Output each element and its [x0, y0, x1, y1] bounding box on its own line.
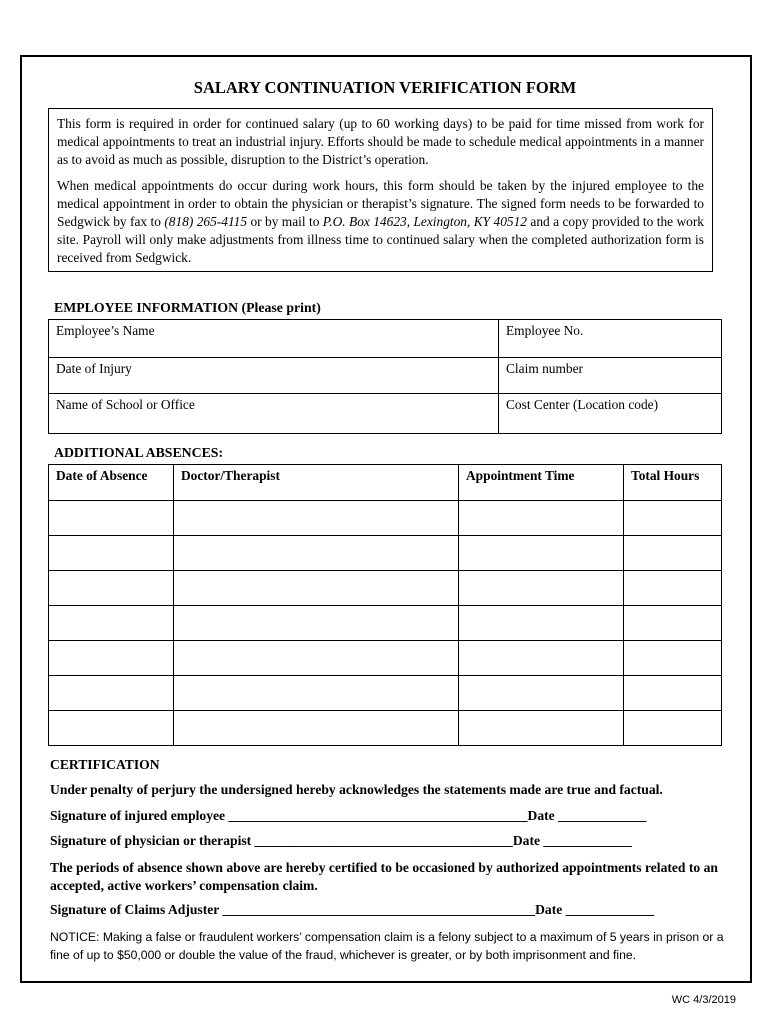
appointment-time-cell[interactable]: [459, 711, 624, 746]
column-header-doctor: Doctor/Therapist: [174, 465, 459, 501]
table-row: [49, 676, 722, 711]
total-hours-cell[interactable]: [624, 536, 722, 571]
column-header-appointment-time: Appointment Time: [459, 465, 624, 501]
total-hours-cell[interactable]: [624, 571, 722, 606]
instructions-text: or by mail to: [247, 214, 323, 229]
appointment-time-cell[interactable]: [459, 606, 624, 641]
absences-table: [48, 464, 722, 746]
absence-date-cell[interactable]: [49, 641, 174, 676]
cost-center-field[interactable]: Cost Center (Location code): [499, 394, 722, 434]
certification-heading: CERTIFICATION: [50, 757, 160, 772]
column-header-date: Date of Absence: [49, 465, 174, 501]
table-row: [49, 394, 722, 434]
form-title: SALARY CONTINUATION VERIFICATION FORM: [193, 78, 577, 97]
employee-signature-line[interactable]: Signature of injured employee ____________________________________________Date _____________: [50, 808, 647, 823]
employee-number-field[interactable]: Employee No.: [499, 320, 722, 358]
absence-date-cell[interactable]: [49, 606, 174, 641]
instructions-paragraph-2: [57, 177, 704, 267]
instructions-text: When medical appointments do occur during work hours, this form should be taken by the injured employee to the medical appointment in order to obtain the physician or therapist’s signature. The signed form needs to be forwarded to Sedgwick by fax to: [57, 178, 704, 229]
table-row: [49, 501, 722, 536]
doctor-cell[interactable]: [174, 606, 459, 641]
table-row: [49, 536, 722, 571]
appointment-time-cell[interactable]: [459, 676, 624, 711]
table-row: [49, 571, 722, 606]
employee-info-table: [48, 319, 722, 434]
absence-date-cell[interactable]: [49, 676, 174, 711]
doctor-cell[interactable]: [174, 501, 459, 536]
total-hours-cell[interactable]: [624, 606, 722, 641]
employee-name-field[interactable]: Employee’s Name: [49, 320, 499, 358]
doctor-cell[interactable]: [174, 676, 459, 711]
total-hours-cell[interactable]: [624, 676, 722, 711]
table-row: [49, 358, 722, 394]
date-of-injury-field[interactable]: Date of Injury: [49, 358, 499, 394]
fax-number: (818) 265-4115: [164, 214, 248, 229]
appointment-time-cell[interactable]: [459, 641, 624, 676]
instructions-box: [48, 108, 713, 272]
form-version: WC 4/3/2019: [671, 994, 736, 1006]
additional-absences-heading: ADDITIONAL ABSENCES:: [54, 445, 224, 460]
doctor-cell[interactable]: [174, 711, 459, 746]
total-hours-cell[interactable]: [624, 501, 722, 536]
absence-date-cell[interactable]: [49, 571, 174, 606]
table-row: [49, 711, 722, 746]
table-row: [49, 641, 722, 676]
doctor-cell[interactable]: [174, 571, 459, 606]
column-header-total-hours: Total Hours: [624, 465, 722, 501]
appointment-time-cell[interactable]: [459, 571, 624, 606]
periods-certification-text: The periods of absence shown above are hereby certified to be occasioned by authorized appointments related to an accepted, active workers’ compensation claim.: [50, 860, 718, 893]
claim-number-field[interactable]: Claim number: [499, 358, 722, 394]
perjury-statement: Under penalty of perjury the undersigned hereby acknowledges the statements made are true and factual.: [50, 782, 663, 797]
absence-date-cell[interactable]: [49, 501, 174, 536]
total-hours-cell[interactable]: [624, 641, 722, 676]
absence-date-cell[interactable]: [49, 536, 174, 571]
table-row: [49, 606, 722, 641]
employee-info-heading: EMPLOYEE INFORMATION (Please print): [54, 300, 321, 315]
school-office-field[interactable]: Name of School or Office: [49, 394, 499, 434]
mail-address: P.O. Box 14623, Lexington, KY 40512: [322, 214, 528, 229]
absence-date-cell[interactable]: [49, 711, 174, 746]
instructions-paragraph-1: This form is required in order for continued salary (up to 60 working days) to be paid for time missed from work for medical appointments to treat an industrial injury. Efforts should be made to schedule medical appointments in a manner as to avoid as much as possible, disruption to the District’s operation.: [57, 116, 704, 167]
table-header-row: [49, 465, 722, 501]
physician-signature-line[interactable]: Signature of physician or therapist ______________________________________Date _____________: [50, 833, 632, 848]
table-row: [49, 320, 722, 358]
appointment-time-cell[interactable]: [459, 536, 624, 571]
doctor-cell[interactable]: [174, 536, 459, 571]
instructions-text: and a copy provided to the work site. Payroll will only make adjustments from illness time to continued salary when the completed authorization form is received from Sedgwick.: [57, 214, 704, 265]
doctor-cell[interactable]: [174, 641, 459, 676]
fraud-notice: NOTICE: Making a false or fraudulent workers’ compensation claim is a felony subject to a maximum of 5 years in prison or a fine of up to $50,000 or double the value of the fraud, whichever is greater, or by both imprisonment and fine.: [50, 930, 724, 962]
total-hours-cell[interactable]: [624, 711, 722, 746]
appointment-time-cell[interactable]: [459, 501, 624, 536]
adjuster-signature-line[interactable]: Signature of Claims Adjuster ______________________________________________Date _____________: [50, 902, 655, 917]
